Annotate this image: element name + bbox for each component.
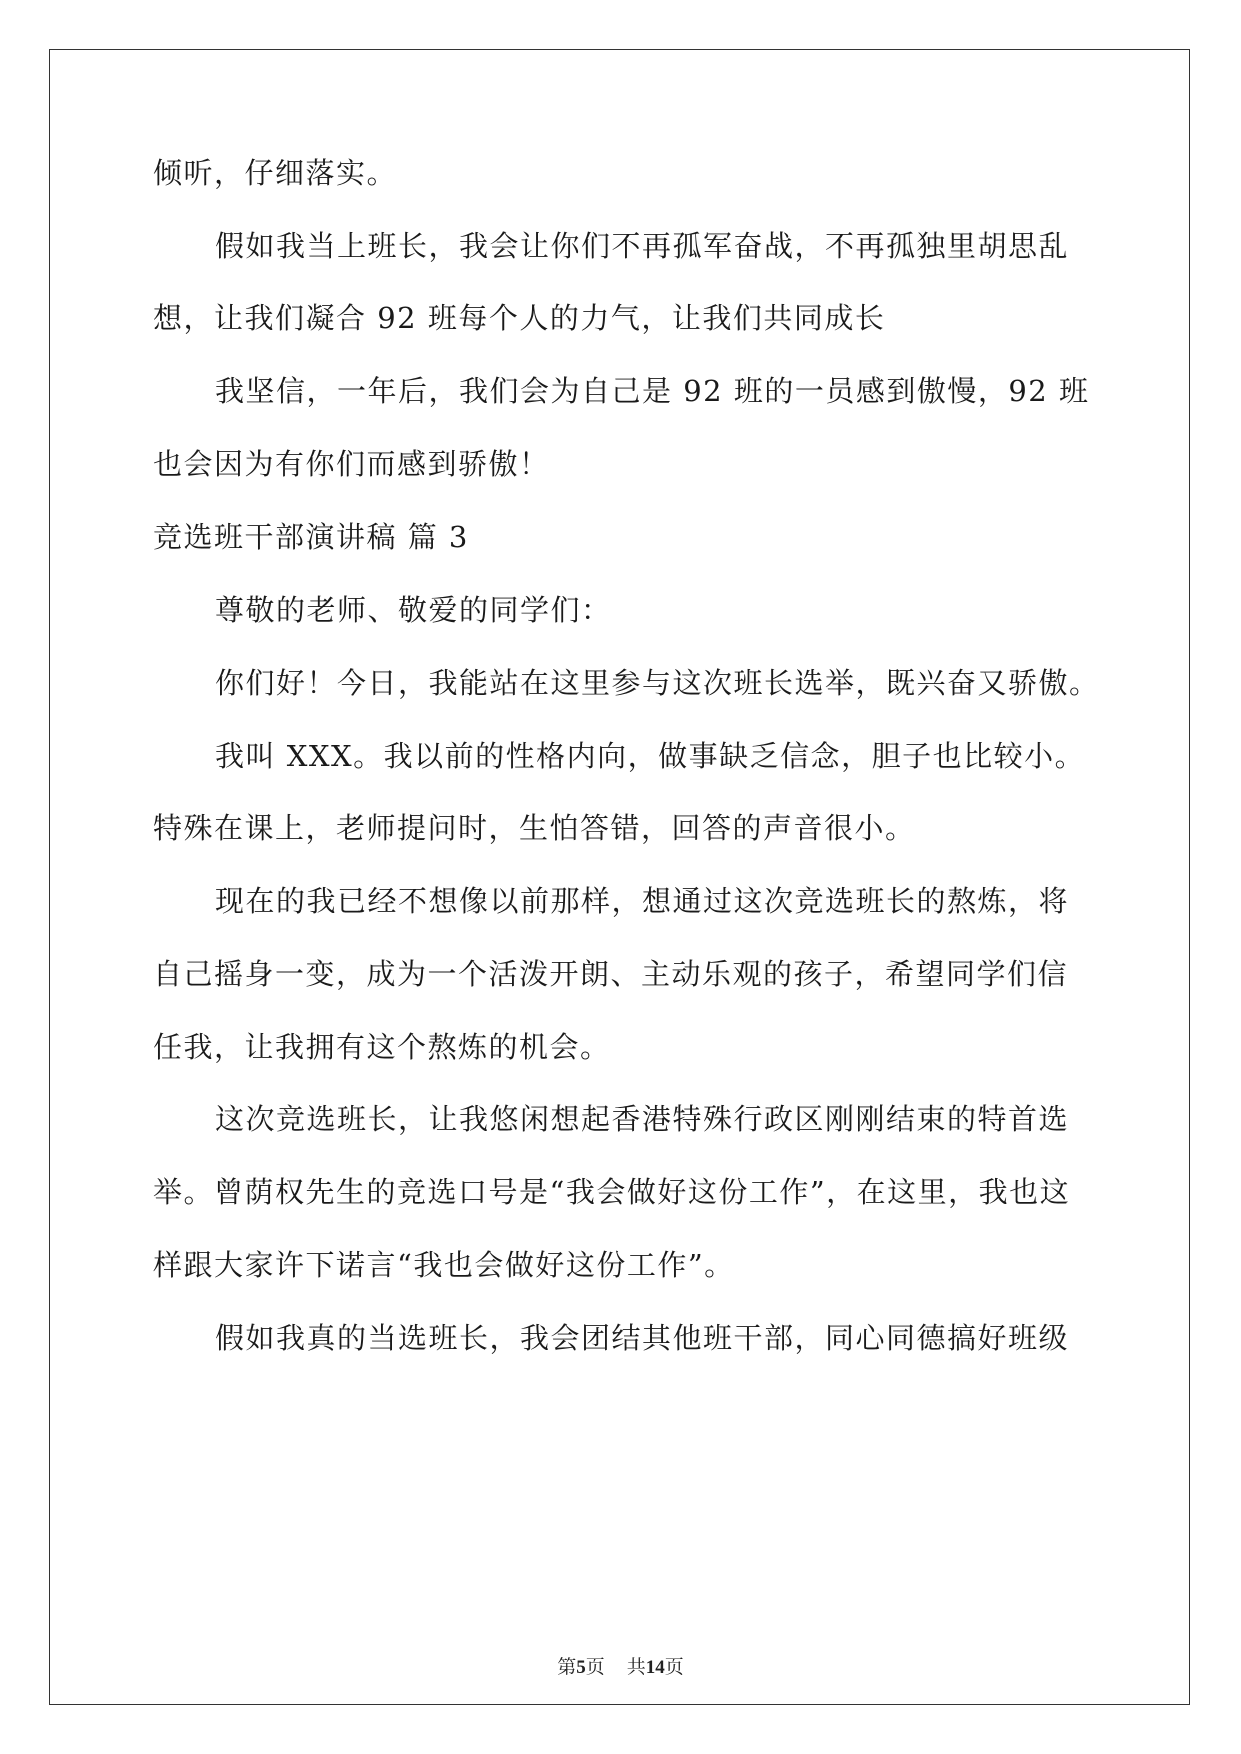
text-line: 自己摇身一变，成为一个活泼开朗、主动乐观的孩子，希望同学们信: [153, 957, 1069, 991]
text-line: 假如我真的当选班长，我会团结其他班干部，同心同德搞好班级: [215, 1321, 1070, 1355]
text-line: 尊敬的老师、敬爱的同学们：: [215, 593, 612, 627]
total-suffix: 页: [664, 1656, 684, 1678]
text-line: 特殊在课上，老师提问时，生怕答错，回答的声音很小。: [153, 811, 916, 845]
text-line: 现在的我已经不想像以前那样，想通过这次竞选班长的熬炼，将: [215, 884, 1070, 918]
page-footer: [0, 1655, 1241, 1680]
text-line: 你们好！今日，我能站在这里参与这次班长选举，既兴奋又骄傲。: [215, 666, 1100, 700]
page-prefix: 第: [557, 1656, 577, 1678]
text-line: 任我，让我拥有这个熬炼的机会。: [153, 1030, 611, 1064]
text-line: 我叫 XXX。我以前的性格内向，做事缺乏信念，胆子也比较小。: [215, 739, 1086, 773]
text-line: 假如我当上班长，我会让你们不再孤军奋战，不再孤独里胡思乱: [215, 229, 1070, 263]
text-line: 这次竞选班长，让我悠闲想起香港特殊行政区刚刚结束的特首选: [215, 1102, 1070, 1136]
text-line: 举。曾荫权先生的竞选口号是“我会做好这份工作”，在这里，我也这: [153, 1175, 1071, 1209]
text-line: 也会因为有你们而感到骄傲！: [153, 447, 550, 481]
text-line: 倾听，仔细落实。: [153, 156, 398, 190]
text-line: 想，让我们凝合 92 班每个人的力气，让我们共同成长: [153, 301, 886, 335]
current-page-number: 5: [576, 1657, 586, 1678]
page-suffix: 页: [585, 1656, 605, 1678]
text-line: 样跟大家许下诺言“我也会做好这份工作”。: [153, 1248, 735, 1282]
section-heading: 竞选班干部演讲稿 篇 3: [153, 520, 469, 554]
text-line: 我坚信，一年后，我们会为自己是 92 班的一员感到傲慢，92 班: [215, 374, 1090, 408]
total-prefix: 共: [626, 1656, 646, 1678]
total-page-number: 14: [645, 1657, 665, 1678]
